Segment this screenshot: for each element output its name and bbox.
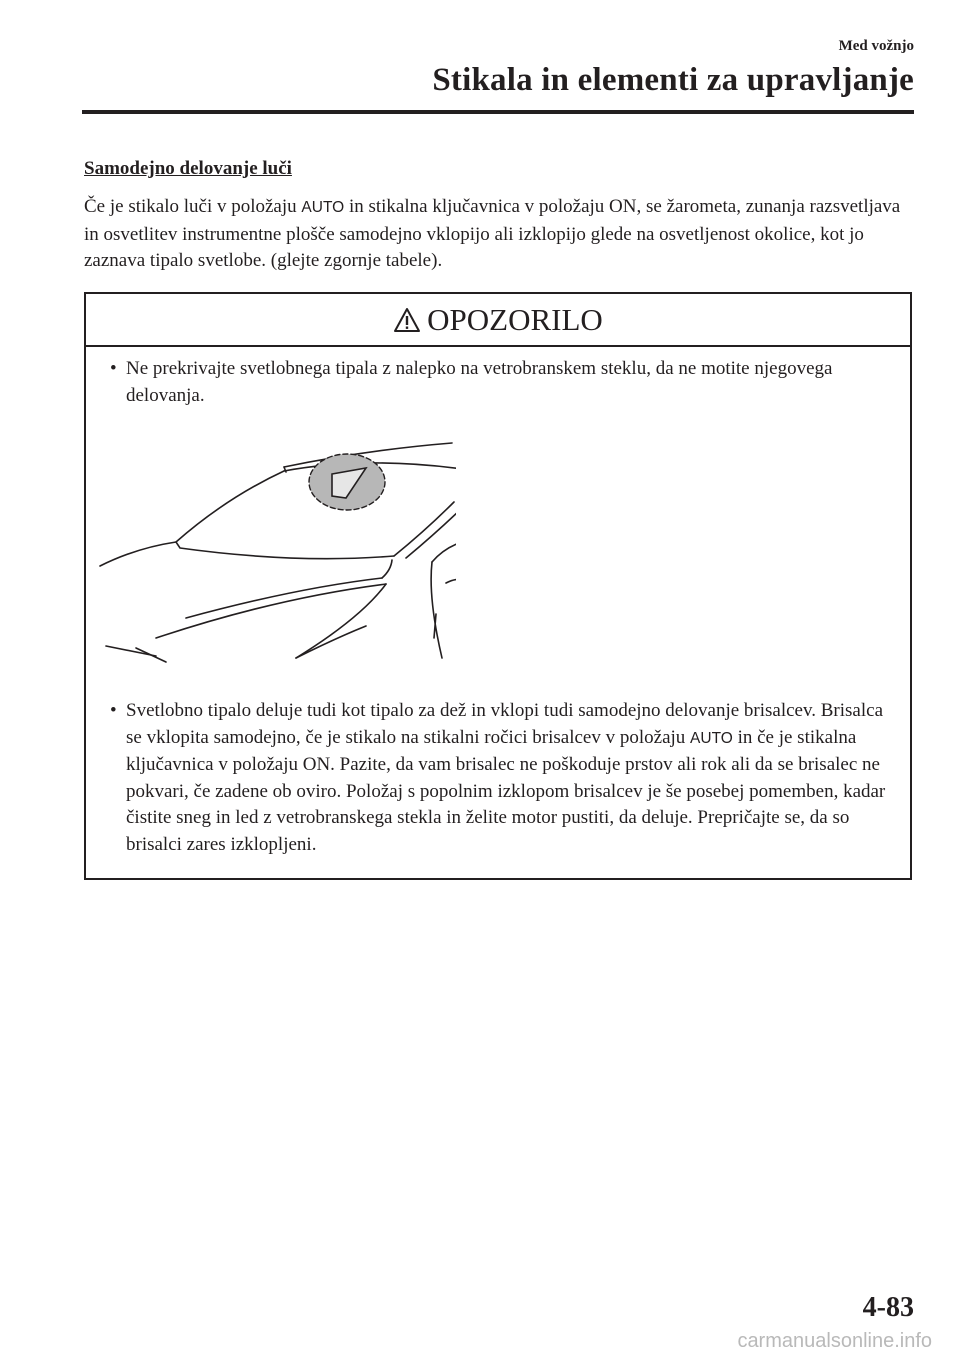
- header-rule: [82, 110, 914, 114]
- intro-mode-auto: AUTO: [301, 199, 345, 216]
- bullet-dot: •: [110, 700, 117, 721]
- intro-text-after: in stikalna ključavnica v položaju ON, se žarometa, zunanja razsvetljava in osvetlitev instrumentne plošče samodejno vklopijo ali izklopijo glede na osvetljenost okolice, kot jo zaznava tipalo svetlobe. (glejte zgornje tabele).: [84, 196, 901, 271]
- bullet-2-after: in če je stikalna ključavnica v položaju ON. Pazite, da vam brisalec ne poškoduje prstov ali rok ali da se brisalec ne pokvari, če zadene ob oviro. Položaj s popolnim izklopom brisalcev je še posebej pomemben, kadar čistite sneg in led z vetrobranskega stekla in želite motor pustiti, da deluje. Prepričajte se, da so brisalci zares izklopljeni.: [126, 726, 886, 855]
- bullet-dot: •: [110, 358, 117, 379]
- bullet-2-text: [126, 698, 896, 858]
- bullet-1-text: Ne prekrivajte svetlobnega tipala z nalepko na vetrobranskem steklu, da ne motite njegovega delovanja.: [126, 358, 833, 406]
- warning-bullet-1: [110, 356, 896, 409]
- warning-bullet-2: [110, 698, 896, 858]
- page-number: 4-83: [862, 1292, 914, 1323]
- intro-paragraph: [84, 194, 914, 275]
- warning-title: OPOZORILO: [427, 301, 603, 337]
- warning-box: [84, 292, 912, 880]
- bullet-2-mode-auto: AUTO: [690, 729, 733, 747]
- section-label: Med vožnjo: [838, 38, 914, 54]
- watermark: carmanualsonline.info: [737, 1330, 932, 1352]
- intro-text-before: Če je stikalo luči v položaju: [84, 196, 302, 217]
- warning-header: [86, 294, 910, 347]
- windshield-light-sensor-illustration: [96, 438, 456, 668]
- subheading: Samodejno delovanje luči: [84, 158, 292, 179]
- chapter-title: Stikala in elementi za upravljanje: [432, 62, 914, 98]
- bullet-2-before: Svetlobno tipalo deluje tudi kot tipalo za dež in vklopi tudi samodejno delovanje brisalcev. Brisalca se vklopita samodejno, če je stikalo na stikalni ročici brisalcev v položaju: [126, 700, 884, 748]
- warning-triangle-icon: [393, 307, 421, 333]
